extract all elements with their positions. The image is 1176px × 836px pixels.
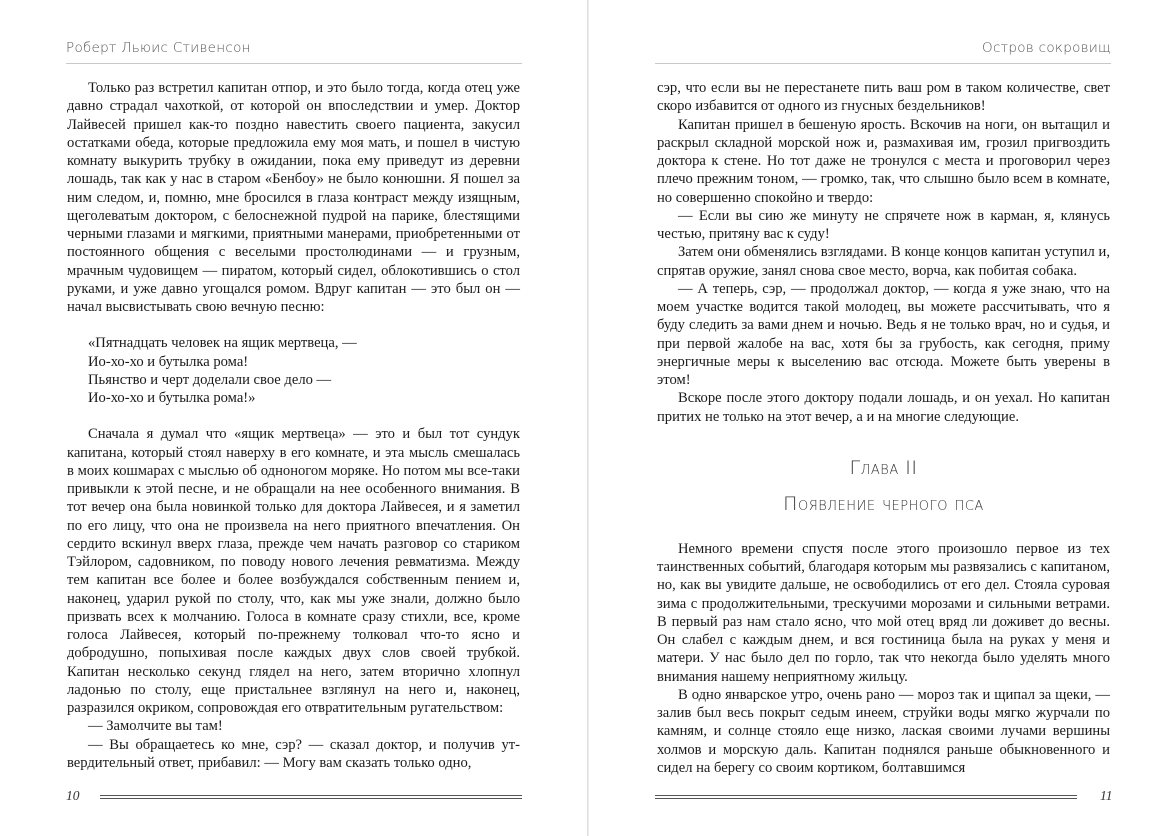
verse-line: Пьянство и черт доделали свое дело — xyxy=(88,371,332,388)
footer-rule xyxy=(655,795,1077,799)
verse-line: Ио-хо-хо и бутылка рома!» xyxy=(88,390,256,406)
dialogue-line: — Если вы сию же минуту не спрячете нож в карман, я, клянусь честью, притяну вас к суду! xyxy=(657,207,1110,242)
header-rule xyxy=(66,63,522,64)
page-number: 11 xyxy=(1100,788,1113,803)
left-text-column xyxy=(67,79,520,772)
song-verse xyxy=(88,334,520,407)
right-text-column xyxy=(657,79,1110,777)
paragraph: Вскоре после этого доктору подали лошадь, и он уехал. Но капитан притих не только на этот вечер, а и на многие следующие. xyxy=(657,390,1110,425)
dialogue-line: — Вы обращаетесь ко мне, сэр? — сказал доктор, и получив утвердительный ответ, прибавил: — Могу вам сказать только одно, xyxy=(67,736,520,771)
chapter-title: Появление черного пса xyxy=(783,492,984,515)
paragraph: Затем они обменялись взглядами. В конце концов капитан уступил и, спрятав оружие, занял снова свое место, ворча, как побитая собака. xyxy=(657,244,1110,279)
running-head-author: Роберт Льюис Стивенсон xyxy=(66,40,251,56)
page-number: 10 xyxy=(66,788,80,803)
paragraph-continued: сэр, что если вы не перестанете пить ваш ром в таком количестве, свет скоро избавится от одного из гнусных бездельников! xyxy=(657,80,1110,115)
dialogue-line: — А теперь, сэр, — продолжал доктор, — когда я уже знаю, что на моем участке водится такой молодец, вы можете рассчитывать, что я буду следить за вами днем и ночью. Ведь я не только врач, но и судья, и при первой жалобе на вас, хотя бы за грубость, как сегодня, приму энергичные меры к выселению вас отсюда. Можете быть уверены в этом! xyxy=(657,280,1110,388)
footer-rule xyxy=(100,795,522,799)
paragraph: Капитан пришел в бешеную ярость. Вскочив на ноги, он вытащил и раскрыл складной морской нож и, размахивая им, грозил пригвоздить доктора к стене. Но тот даже не тронулся с места и проговорил через плечо прежним тоном, — громко, так, что слышно было всем в комнате, но совершенно спокойно и твердо: xyxy=(657,116,1110,206)
running-head-title: Остров сокровищ xyxy=(982,40,1111,56)
chapter-number: Глава II xyxy=(849,456,918,479)
paragraph: Сначала я думал что «ящик мертвеца» — это и был тот сундук капитана, который стоял наверху в его комнате, и эта мысль смешалась в моих кошмарах с мыслью об одноногом моряке. Но потом мы все-таки привыкли к этой песне, и не обращали на нее особенного внимания. В тот вечер она была новинкой только для доктора Лайвесея, и я заметил по его лицу, что она не произвела на него приятного впечатления. Он сердито вскинул вверх глаза, прежде чем начать разговор со стариком Тэйлором, садовником, по поводу нового лечения ревматизма. Между тем капитан все более и более возбуждался собственным пением и, наконец, ударил рукой по столу, что, как мы уже знали, должно было призвать всех к молчанию. Голоса в комнате сразу стихли, все, кроме голоса Лайвесея, который по-прежнему толковал что-то ясно и добродушно, попыхивая после каждых двух слов своей трубкой. Капитан несколько секунд глядел на него, затем вторично хлопнул ладонью по столу, еще пристальнее взглянул на него и, наконец, разразился окриком, сопровождая его отвратительным ругательством: xyxy=(67,426,520,716)
paragraph: В одно январское утро, очень рано — мороз так и щипал за щеки, — залив был весь покрыт седым инеем, струйки воды мягко журчали по камням, и солнце стояло еще низко, лаская своими лучами вершины холмов и морскую даль. Капитан поднялся раньше обыкновенного и сидел на берегу со своим кортиком, болтавшимся xyxy=(657,686,1110,776)
dialogue-line: — Замолчите вы там! xyxy=(88,718,223,735)
verse-line: «Пятнадцать человек на ящик мертвеца, — xyxy=(88,335,357,352)
verse-line: Ио-хо-хо и бутылка рома! xyxy=(88,353,249,370)
paragraph: Только раз встретил капитан отпор, и это было тогда, когда отец уже давно страдал чахоткой, от которой он впоследствии и умер. Доктор Лайвесей пришел как-то поздно навестить своего пациента, закусил остатками обеда, которые предложила ему моя мать, и пошел в чистую комнату выкурить трубку в ожидании, пока ему приведут из деревни лошадь, так как у нас в старом «Бенбоу» не было конюшни. Я пошел за ним следом, и, помню, мне бросился в глаза контраст между изящным, щеголеватым доктором, с белоснежной пудрой на парике, блестящими черными глазами и мягкими, приятными манерами, приобретенными от постоянного общения с веселыми простолюдинами — и грузным, мрачным чудовищем — пиратом, который сидел, облокотившись о стол руками, и уже давно угощался ромом. Вдруг капитан — это был он — начал высвистывать свою вечную песню: xyxy=(67,80,520,315)
paragraph: Немного времени спустя после этого произошло первое из тех таинственных событий, благодаря которым мы развязались с капитаном, но, как вы увидите дальше, не освободились от его дел. Стояла суровая зима с продолжительными, трескучими морозами и сильными ветрами. В первый раз нам стало ясно, что мой отец вряд ли доживет до весны. Он слабел с каждым днем, и вся гостиница была на руках у меня и матери. У нас было дел по горло, так что некогда было уделять много внимания нашему неприятному жильцу. xyxy=(657,540,1110,685)
header-rule xyxy=(655,63,1111,64)
right-page xyxy=(589,0,1176,836)
